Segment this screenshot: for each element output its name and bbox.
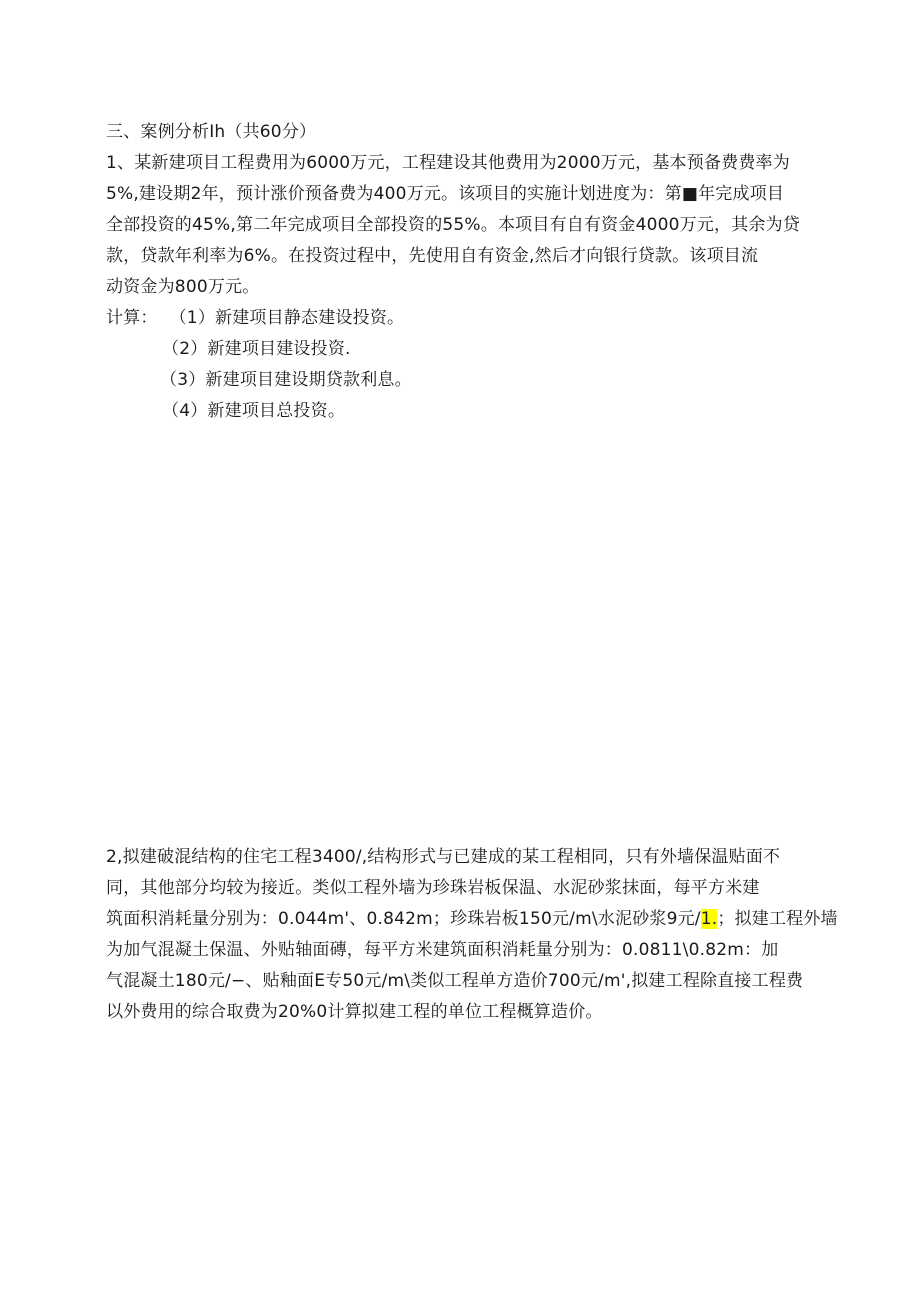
q1-line-1: 1、某新建项目工程费用为6000万元，工程建设其他费用为2000万元，基本预备费费率为 bbox=[106, 153, 790, 173]
q2-line-3-tail: ；拟建工程外墙 bbox=[717, 909, 838, 929]
calc-item-4: （4）新建项目总投资。 bbox=[162, 401, 346, 421]
calc-prefix: 计算： bbox=[106, 308, 158, 328]
q2-line-6: 以外费用的综合取费为20%0计算拟建工程的单位工程概算造价。 bbox=[106, 1002, 603, 1022]
q1-line-5: 动资金为800万元。 bbox=[106, 277, 260, 297]
q1-line-4: 款，贷款年利率为6%。在投资过程中，先使用自有资金,然后才向银行贷款。该项目流 bbox=[106, 246, 759, 266]
q1-calc-line-1 bbox=[106, 306, 404, 330]
q2-line-2: 同，其他部分均较为接近。类似工程外墙为珍珠岩板保温、水泥砂浆抹面，每平方米建 bbox=[106, 878, 760, 898]
q1-line-2: 5%,建设期2年，预计涨价预备费为400万元。该项目的实施计划进度为：第■年完成项目 bbox=[106, 184, 785, 204]
q2-line-5: 气混凝土180元/−、贴釉面E专50元/m\类似工程单方造价700元/m',拟建工程除直接工程费 bbox=[106, 971, 804, 991]
calc-item-2: （2）新建项目建设投资. bbox=[162, 339, 351, 359]
q2-line-3 bbox=[106, 907, 838, 931]
highlighted-text: 1. bbox=[700, 909, 718, 929]
calc-item-3: （3）新建项目建设期贷款利息。 bbox=[160, 370, 412, 390]
q2-line-1: 2,拟建破混结构的住宅工程3400/,结构形式与已建成的某工程相同，只有外墙保温贴面不 bbox=[106, 847, 781, 867]
section-title: 三、案例分析Ih（共60分） bbox=[106, 122, 317, 142]
q2-line-3-text: 筑面积消耗量分别为：0.044m'、0.842m；珍珠岩板150元/m\水泥砂浆9元/ bbox=[106, 909, 701, 929]
q1-line-3: 全部投资的45%,第二年完成项目全部投资的55%。本项目有自有资金4000万元，其余为贷 bbox=[106, 215, 801, 235]
q2-line-4: 为加气混凝土保温、外贴轴面磚，每平方米建筑面积消耗量分别为：0.0811\0.82m：加 bbox=[106, 940, 779, 960]
calc-item-1: （1）新建项目静态建设投资。 bbox=[169, 308, 405, 328]
